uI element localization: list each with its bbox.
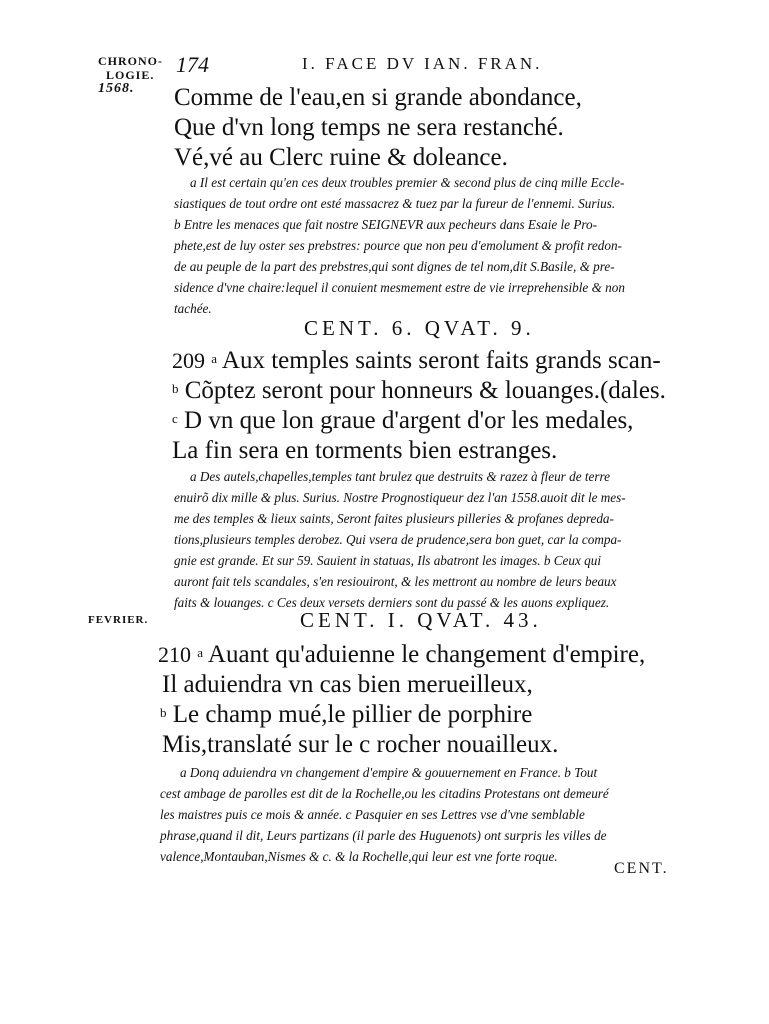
section-heading: CENT. I. QVAT. 43.: [300, 608, 542, 632]
commentary-line: a Il est certain qu'en ces deux troubles premier & second plus de cinq mille Eccle-: [190, 175, 625, 190]
margin-note-line: LOGIE.: [106, 68, 155, 82]
margin-note-line: 1568.: [98, 81, 135, 96]
verse-line: [172, 436, 666, 466]
commentary-line: a Donq aduiendra vn changement d'empire & gouuernement en France. b Tout: [180, 765, 598, 780]
verse-number: 209: [172, 348, 205, 373]
commentary-block: [174, 172, 625, 319]
note-marker: a: [197, 645, 204, 660]
verse-line: [172, 346, 666, 376]
commentary-line: de au peuple de la part des prebstres,qui sont dignes de tel nom,dit S.Basile, & pre-: [174, 259, 615, 274]
commentary-line: auront fait tels scandales, s'en resiouiront, & les mettront au nombre de leurs beaux: [174, 574, 617, 589]
section-heading: CENT. 6. QVAT. 9.: [304, 316, 535, 340]
verse-text: Le champ mué,le pillier de porphire: [172, 701, 533, 728]
commentary-line: siastiques de tout ordre ont esté massacrez & tuez par la fureur de l'ennemi. Surius.: [174, 196, 616, 211]
verse-line: [172, 406, 666, 436]
margin-note-line: CHRONO-: [98, 54, 163, 68]
note-marker: b: [172, 381, 179, 396]
verse-line: Vé,vé au Clerc ruine & doleance.: [174, 144, 508, 171]
note-marker: a: [211, 351, 218, 366]
verse-block: [174, 83, 582, 173]
chronology-margin-note: [98, 54, 163, 96]
commentary-line: tions,plusieurs temples derobez. Qui vsera de prudence,sera bon guet, car la compa-: [174, 532, 622, 547]
page-number: 174: [176, 52, 209, 77]
verse-line: [172, 376, 666, 406]
catchword: CENT.: [614, 860, 669, 877]
verse-line: [158, 670, 645, 700]
verse-text: Aux temples saints seront faits grands scan-: [221, 347, 661, 374]
note-marker: c: [172, 411, 178, 426]
commentary-line: sidence d'vne chaire:lequel il conuient mesmement estre de vie irreprehensible & non: [174, 280, 625, 295]
verse-text: Cõptez seront pour honneurs & louanges.(dales.: [184, 377, 666, 404]
verse-text: D vn que lon graue d'argent d'or les medales,: [184, 407, 634, 434]
commentary-line: me des temples & lieux saints, Seront faites plusieurs pilleries & profanes depreda-: [174, 511, 614, 526]
verse-line: [158, 730, 645, 760]
verse-text: Il aduiendra vn cas bien merueilleux,: [162, 671, 533, 698]
commentary-line: enuirõ dix mille & plus. Surius. Nostre Prognostiqueur dez l'an 1558.auoit dit le mes-: [174, 490, 626, 505]
verse-line: [158, 640, 645, 670]
verse-text: Auant qu'aduienne le changement d'empire,: [207, 641, 646, 668]
verse-line: Comme de l'eau,en si grande abondance,: [174, 84, 582, 111]
commentary-line: valence,Montauban,Nismes & c. & la Rochelle,qui leur est vne forte roque.: [160, 849, 558, 864]
verse-line: [158, 700, 645, 730]
commentary-block: [160, 762, 609, 867]
running-head: I. FACE DV IAN. FRAN.: [302, 54, 543, 73]
commentary-line: phrase,quand il dit, Leurs partizans (il parle des Huguenots) ont surpris les villes de: [160, 828, 607, 843]
verse-text: Mis,translaté sur le c rocher nouailleux.: [162, 731, 559, 758]
verse-block: [172, 346, 666, 466]
verse-line: Que d'vn long temps ne sera restanché.: [174, 114, 564, 141]
commentary-line: les maistres puis ce mois & année. c Pasquier en ses Lettres vse d'vne semblable: [160, 807, 585, 822]
verse-number: 210: [158, 642, 191, 667]
month-margin-note: FEVRIER.: [88, 614, 149, 626]
commentary-line: b Entre les menaces que fait nostre SEIGNEVR aux pecheurs dans Esaie le Pro-: [174, 217, 598, 232]
commentary-line: tachée.: [174, 301, 212, 316]
commentary-line: a Des autels,chapelles,temples tant brulez que destruits & razez à fleur de terre: [190, 469, 610, 484]
commentary-line: cest ambage de parolles est dit de la Rochelle,ou les citadins Protestans ont demeuré: [160, 786, 609, 801]
verse-block: [158, 640, 645, 760]
commentary-line: phete,est de luy oster ses prebstres: pource que non peu d'emolument & profit redon-: [174, 238, 622, 253]
verse-text: La fin sera en torments bien estranges.: [172, 437, 558, 464]
commentary-line: gnie est grande. Et sur 59. Sauient in statuas, Ils abatront les images. b Ceux qui: [174, 553, 601, 568]
commentary-line: faits & louanges. c Ces deux versets derniers sont du passé & les auons expliquez.: [174, 595, 610, 610]
note-marker: b: [160, 705, 167, 720]
commentary-block: [174, 466, 626, 613]
